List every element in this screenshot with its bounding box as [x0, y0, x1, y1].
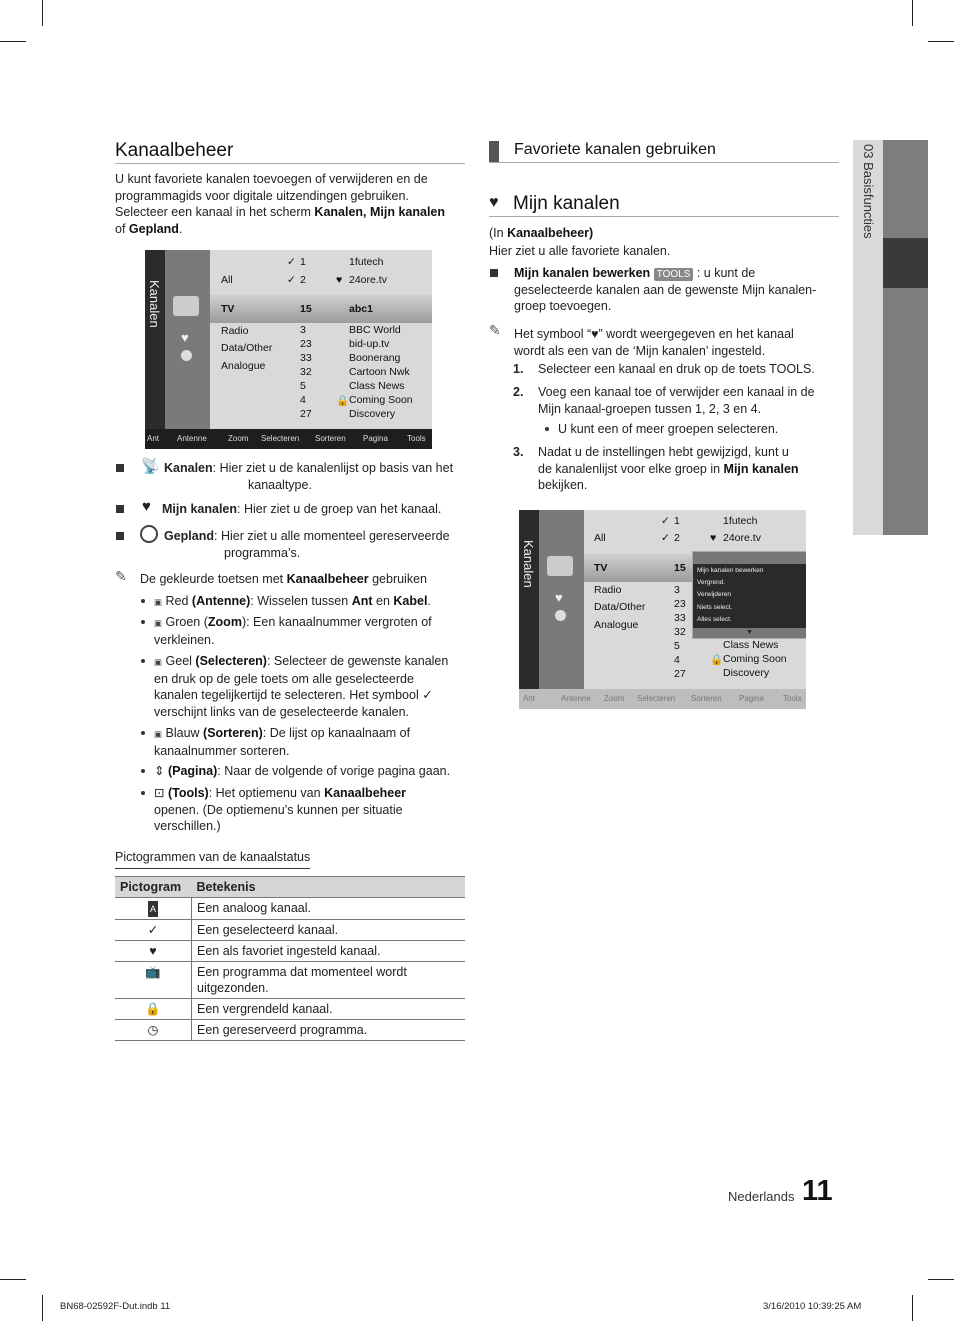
check-icon: ✓ — [287, 274, 296, 286]
screen-sidebar — [145, 250, 165, 429]
channel-num: 23 — [674, 598, 686, 610]
group-item-selected[interactable]: TV — [221, 303, 235, 315]
channel-name[interactable]: Class News — [723, 639, 779, 651]
footer-language: Nederlands — [728, 1189, 795, 1204]
table-header: Betekenis — [192, 877, 466, 898]
channel-name[interactable]: Discovery — [723, 667, 770, 679]
check-icon: ✓ — [115, 920, 192, 941]
channel-name[interactable]: Cartoon Nwk — [349, 366, 410, 378]
table-row: ◷ Een gereserveerd programma. — [115, 1020, 465, 1041]
table-row: 📺 Een programma dat momenteel wordt uitgezonden. — [115, 962, 465, 999]
footer-ant[interactable]: Ant — [147, 434, 160, 443]
channel-num: 27 — [674, 668, 686, 680]
footer-zoom[interactable]: Zoom — [604, 694, 625, 703]
crop-mark — [928, 41, 954, 42]
bullet-square — [116, 532, 124, 540]
analog-icon: A — [148, 901, 158, 917]
footer-antenne[interactable]: Antenne — [177, 434, 207, 443]
channel-num: 27 — [300, 408, 312, 420]
menu-item[interactable]: Vergrend. — [697, 579, 726, 586]
screen-label: Kanalen — [521, 540, 536, 588]
channel-name[interactable]: Coming Soon — [349, 394, 413, 406]
footer-zoom[interactable]: Zoom — [228, 434, 249, 443]
footer-selecteren[interactable]: Selecteren — [637, 694, 676, 703]
channel-list-screen — [145, 250, 432, 449]
channel-name[interactable]: 24ore.tv — [723, 532, 761, 544]
footer-selecteren[interactable]: Selecteren — [261, 434, 300, 443]
crop-mark — [0, 1279, 26, 1280]
check-icon: ✓ — [661, 515, 670, 527]
channel-name[interactable]: 1futech — [723, 515, 758, 527]
screen-footer — [145, 429, 432, 449]
channel-num: 4 — [300, 394, 306, 406]
heart-icon: ♥ — [115, 941, 192, 962]
crop-mark — [928, 1279, 954, 1280]
channel-num: 32 — [674, 626, 686, 638]
crop-mark — [0, 41, 26, 42]
step-number: 1. — [513, 362, 524, 376]
menu-item[interactable]: Alles select. — [697, 616, 732, 623]
channel-name[interactable]: BBC World — [349, 324, 401, 336]
clock-icon — [555, 610, 566, 621]
check-icon: ✓ — [422, 688, 433, 702]
group-item[interactable]: All — [594, 532, 606, 544]
screen-footer — [519, 689, 806, 709]
key-yellow: ▣ Geel (Selecteren): Selecteer de gewenste kanalen en druk op de gele toets om alle geselecteerde kanalen tegelijkertijd te selecteren. Het symbool ✓ verschijnt links van de geselecteerde kanalen. — [154, 654, 449, 719]
channel-num: 3 — [300, 324, 306, 336]
group-item[interactable]: Data/Other — [221, 342, 273, 354]
green-key-icon: ▣ — [154, 618, 163, 628]
screen-sidebar — [519, 510, 539, 689]
key-red: ▣ Red (Antenne): Wisselen tussen Ant en Kabel. — [154, 594, 431, 608]
yellow-key-icon: ▣ — [154, 657, 163, 667]
channel-name[interactable]: 24ore.tv — [349, 274, 387, 286]
group-item[interactable]: Data/Other — [594, 601, 646, 613]
blue-key-icon: ▣ — [154, 729, 163, 739]
updown-icon: ⇕ — [154, 764, 165, 778]
table-row: ♥ Een als favoriet ingesteld kanaal. — [115, 941, 465, 962]
group-item[interactable]: Radio — [221, 325, 249, 337]
clock-icon — [181, 350, 192, 361]
crop-mark — [42, 1295, 43, 1321]
step-number: 2. — [513, 385, 524, 399]
heart-icon: ♥ — [710, 532, 717, 544]
clock-icon — [140, 525, 158, 543]
tools-badge: TOOLS — [654, 268, 694, 281]
status-icon-table — [115, 876, 465, 1041]
scroll-down-icon[interactable]: ▼ — [693, 628, 806, 638]
sub-bullet — [141, 769, 145, 773]
channel-num: 15 — [300, 303, 312, 315]
sub-bullet — [545, 427, 549, 431]
tools-icon: ⊡ — [154, 786, 165, 800]
footer-file: BN68-02592F-Dut.indb 11 — [60, 1301, 171, 1312]
footer-sorteren[interactable]: Sorteren — [691, 694, 722, 703]
channels-icon — [173, 296, 199, 316]
title-rule — [489, 216, 839, 217]
check-icon: ✓ — [661, 532, 670, 544]
heart-icon: ♥ — [142, 498, 151, 515]
channel-num: 33 — [674, 612, 686, 624]
step-text: Voeg een kanaal toe of verwijder een kanaal in de Mijn kanaal-groepen tussen 1, 2, 3 en 4. — [538, 385, 815, 416]
sub-bullet — [141, 791, 145, 795]
footer-tools[interactable]: Tools — [407, 434, 426, 443]
table-row: ✓ Een geselecteerd kanaal. — [115, 920, 465, 941]
lock-icon: 🔒 — [115, 999, 192, 1020]
tv-icon: 📺 — [115, 962, 192, 999]
note-colored-keys: De gekleurde toetsen met Kanaalbeheer gebruiken — [140, 572, 427, 586]
channel-num: 5 — [674, 640, 680, 652]
bullet-mijn-kanalen-bewerken: Mijn kanalen bewerken TOOLS : u kunt de geselecteerde kanalen aan de gewenste Mijn kanalen- groep toevoegen. — [514, 266, 817, 313]
note-pencil-icon: ✎ — [115, 568, 127, 584]
intro-paragraph: U kunt favoriete kanalen toevoegen of verwijderen en de programmagids voor digitale uitzendingen gebruiken. Selecteer een kanaal in het scherm Kanalen, Mijn kanalen of Gepland. — [115, 172, 446, 236]
title-rule — [489, 162, 839, 163]
note-pencil-icon: ✎ — [489, 322, 501, 338]
footer-sorteren[interactable]: Sorteren — [315, 434, 346, 443]
bullet-mijn-kanalen: Mijn kanalen: Hier ziet u de groep van het kanaal. — [162, 502, 442, 516]
channels-icon: 📡 — [141, 458, 160, 475]
section-marker — [489, 141, 499, 162]
page-number: 11 — [802, 1175, 833, 1207]
channel-num: 23 — [300, 338, 312, 350]
table-row: 🔒 Een vergrendeld kanaal. — [115, 999, 465, 1020]
channel-num: 15 — [674, 562, 686, 574]
bullet-gepland: Gepland: Hier ziet u alle momenteel gereserveerde programma’s. — [164, 529, 450, 560]
channel-num: 4 — [674, 654, 680, 666]
group-item-selected[interactable]: TV — [594, 562, 608, 574]
side-tab-marker — [883, 238, 928, 288]
channels-icon — [547, 556, 573, 576]
step-sub: U kunt een of meer groepen selecteren. — [558, 422, 779, 436]
channel-num: 2 — [300, 274, 306, 286]
heart-icon: ♥ — [555, 590, 563, 605]
footer-tools[interactable]: Tools — [783, 694, 802, 703]
crop-mark — [42, 0, 43, 26]
check-icon: ✓ — [287, 256, 296, 268]
step-text: Selecteer een kanaal en druk op de toets TOOLS. — [538, 362, 815, 376]
heart-icon: ♥ — [489, 194, 499, 211]
side-tab-dark — [883, 140, 928, 535]
heart-icon: ♥ — [181, 330, 189, 345]
table-header: Pictogram — [115, 877, 192, 898]
sub-bullet — [141, 620, 145, 624]
menu-item[interactable]: Niets select. — [697, 604, 733, 611]
section-title-favoriete: Favoriete kanalen gebruiken — [514, 141, 716, 158]
channel-num: 1 — [674, 515, 680, 527]
title-rule — [115, 163, 465, 164]
crop-mark — [912, 1295, 913, 1321]
lock-icon: 🔒 — [336, 395, 350, 407]
footer-pagina[interactable]: Pagina — [363, 434, 388, 443]
key-blue: ▣ Blauw (Sorteren): De lijst op kanaalnaam of kanaalnummer sorteren. — [154, 726, 411, 758]
table-row: A Een analoog kanaal. — [115, 898, 465, 920]
step-text: Nadat u de instellingen hebt gewijzigd, kunt u de kanalenlijst voor elke groep in Mijn kanalen bekijken. — [538, 445, 799, 492]
screen-label: Kanalen — [147, 280, 162, 328]
mijn-desc: Hier ziet u alle favoriete kanalen. — [489, 244, 671, 258]
section-title-mijn-kanalen: Mijn kanalen — [513, 193, 620, 214]
step-number: 3. — [513, 445, 524, 459]
channel-name[interactable]: Discovery — [349, 408, 396, 420]
channel-name-selected[interactable]: abc1 — [349, 303, 373, 315]
bullet-square — [116, 505, 124, 513]
clock-icon: ◷ — [115, 1020, 192, 1041]
channel-name[interactable]: 1futech — [349, 256, 384, 268]
tools-popup-menu — [692, 551, 806, 639]
group-item[interactable]: Radio — [594, 584, 622, 596]
footer-ant[interactable]: Ant — [523, 694, 536, 703]
side-tab-label: 03 Basisfuncties — [861, 144, 876, 239]
channel-list-tools-screen — [519, 510, 806, 709]
key-green: ▣ Groen (Zoom): Een kanaalnummer vergroten of verkleinen. — [154, 615, 432, 647]
channel-num: 33 — [300, 352, 312, 364]
footer-pagina[interactable]: Pagina — [739, 694, 764, 703]
lock-icon: 🔒 — [710, 654, 724, 666]
channel-num: 3 — [674, 584, 680, 596]
channel-name[interactable]: Boonerang — [349, 352, 401, 364]
channel-num: 1 — [300, 256, 306, 268]
channel-num: 5 — [300, 380, 306, 392]
group-item[interactable]: Analogue — [221, 360, 266, 372]
group-item[interactable]: All — [221, 274, 233, 286]
sub-bullet — [141, 731, 145, 735]
highlight-row — [210, 295, 432, 323]
menu-item[interactable]: Mijn kanalen bewerken — [697, 567, 764, 574]
footer-date: 3/16/2010 10:39:25 AM — [763, 1301, 862, 1312]
channel-name[interactable]: Class News — [349, 380, 405, 392]
heart-icon: ♥ — [336, 274, 343, 286]
channel-num: 32 — [300, 366, 312, 378]
menu-item[interactable]: Verwijderen — [697, 591, 731, 598]
footer-antenne[interactable]: Antenne — [561, 694, 591, 703]
note-symbol: Het symbool “♥” wordt weergegeven en het kanaal wordt als een van de ‘Mijn kanalen’ ingesteld. — [514, 327, 794, 358]
popup-header — [693, 552, 806, 564]
in-kanaalbeheer: (In Kanaalbeheer) — [489, 226, 594, 240]
bullet-square — [116, 464, 124, 472]
crop-mark — [912, 0, 913, 26]
section-title-kanaalbeheer: Kanaalbeheer — [115, 140, 234, 161]
key-tools: ⊡ (Tools): Het optiemenu van Kanaalbeheer openen. (De optiemenu’s kunnen per situatie verschillen.) — [154, 786, 407, 833]
key-pagina: ⇕ (Pagina): Naar de volgende of vorige pagina gaan. — [154, 764, 451, 778]
sub-bullet — [141, 599, 145, 603]
status-heading: Pictogrammen van de kanaalstatus — [115, 849, 310, 869]
channel-num: 2 — [674, 532, 680, 544]
red-key-icon: ▣ — [154, 597, 163, 607]
heart-icon: ♥ — [591, 327, 599, 341]
channel-name[interactable]: bid-up.tv — [349, 338, 390, 350]
sub-bullet — [141, 659, 145, 663]
channel-name[interactable]: Coming Soon — [723, 653, 787, 665]
bullet-square — [490, 269, 498, 277]
bullet-kanalen: Kanalen: Hier ziet u de kanalenlijst op basis van het kanaaltype. — [164, 461, 454, 492]
group-item[interactable]: Analogue — [594, 619, 639, 631]
